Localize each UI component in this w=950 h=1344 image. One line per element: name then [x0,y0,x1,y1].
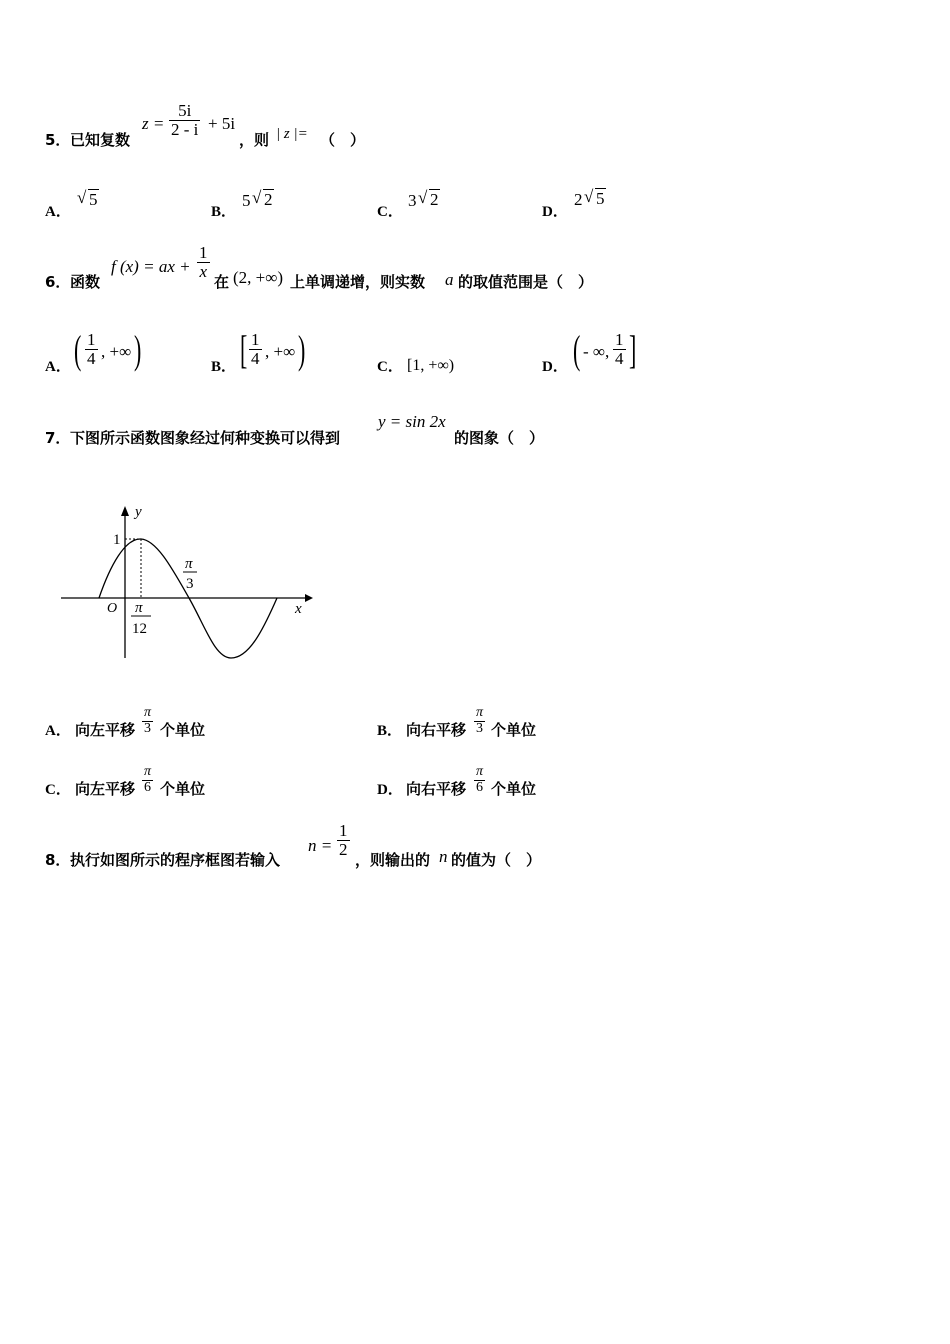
y-axis-arrow [121,506,129,516]
q7-option-b-den: 3 [474,721,485,737]
q5-option-b-rad: 2 [264,190,273,209]
left-paren: ( [572,327,581,372]
q7-option-c-frac [142,765,153,795]
q7-option-c-pre: 向左平移 [75,780,136,798]
q7-option-a-num: π [144,705,152,720]
q5-option-d-coef: 2 [574,190,583,209]
q5-option-d-label: D． [542,204,568,220]
sqrt-symbol: √ [77,188,87,207]
q6-option-c-label: C． [377,359,403,375]
q6-frac-num: 1 [199,243,208,262]
q6-text: 函数 [70,273,101,291]
q6-text-after: 上单调递增，则实数 [290,273,426,291]
q7-option-c-num: π [144,764,152,779]
q5-text: 已知复数 [70,131,131,149]
q5-number: 5． [45,131,71,149]
q8-text-after: ，则输出的 [355,851,431,869]
q6-option-c-text: [1, +∞) [407,357,455,374]
q6-option-d-head: - ∞, [583,342,610,361]
sine-graph [55,500,325,670]
x-label: x [295,601,302,617]
q6-option-a-num: 1 [87,330,96,349]
q6-number: 6． [45,273,71,291]
q5-lhs: z = [142,114,165,133]
q7-option-d-pre: 向右平移 [406,780,467,798]
q6-option-d-label: D． [542,359,568,375]
q8-fraction [337,822,350,859]
q7-option-b-frac [474,706,485,736]
q6-option-a-frac [85,331,98,368]
pi3-den: 3 [186,576,194,592]
q8-expr: n = [308,836,333,855]
origin-label: O [107,601,118,616]
q8-number: 8． [45,851,71,869]
right-paren: ) [297,327,306,372]
q7-text-after: 的图象（ ） [454,429,545,447]
q6-fraction [197,244,210,281]
q5-text-after: ，则 [239,131,270,149]
q5-option-b-label: B． [211,204,237,220]
q6-option-d-num: 1 [615,330,624,349]
q8-text: 执行如图所示的程序框图若输入 [70,851,281,869]
q8-frac-num: 1 [339,821,348,840]
q5-abs: | z |= [276,126,308,142]
x-axis-arrow [305,594,313,602]
q7-option-a-frac [142,706,153,736]
q7-option-b-num: π [476,705,484,720]
one-label: 1 [113,532,121,548]
pi12-den: 12 [132,621,147,637]
q7-option-d-den: 6 [474,780,485,796]
q5-option-b-coef: 5 [242,191,251,210]
q7-option-c-label: C． [45,782,71,798]
q6-option-a-tail: , +∞ [101,342,132,361]
q6-option-b-label: B． [211,359,237,375]
y-label: y [135,504,142,520]
q6-option-b-frac [249,331,262,368]
q6-frac-den: x [197,262,210,281]
q6-option-b-tail: , +∞ [265,342,296,361]
q5-option-c-coef: 3 [408,191,417,210]
q6-text-mid: 在 [214,273,230,291]
q7-option-b-post: 个单位 [491,721,537,739]
q7-option-c-post: 个单位 [160,780,206,798]
q8-var: n [439,847,448,866]
q7-option-d-frac [474,765,485,795]
q5-option-c-rad: 2 [430,190,439,209]
q7-option-d-label: D． [377,782,403,798]
q5-paren: （ ） [320,131,366,149]
q5-frac-den: 2 - i [171,119,199,139]
q7-text: 下图所示函数图象经过何种变换可以得到 [70,429,341,447]
q5-option-a-rad: 5 [89,190,98,209]
right-bracket: ] [628,327,637,372]
q6-interval: (2, +∞) [233,268,284,287]
q7-expr: y = sin 2x [378,412,446,431]
q7-option-d-post: 个单位 [491,780,537,798]
q6-text-end: 的取值范围是（ ） [458,273,594,291]
q5-option-a-label: A． [45,204,71,220]
sqrt-symbol: √ [418,188,428,207]
right-paren: ) [133,327,142,372]
q7-option-a-pre: 向左平移 [75,721,136,739]
sqrt-symbol: √ [252,188,262,207]
q8-frac-den: 2 [339,839,348,859]
q7-option-a-den: 3 [142,721,153,737]
pi3-num: π [185,556,193,572]
q6-option-d-den: 4 [615,348,624,368]
left-bracket: [ [239,327,248,372]
q7-option-b-pre: 向右平移 [406,721,467,739]
q7-option-d-num: π [476,764,484,779]
q7-option-b-label: B． [377,723,403,739]
q6-option-a-label: A． [45,359,71,375]
q6-func: f (x) = ax + [111,257,191,276]
q6-option-d-frac [613,331,626,368]
sqrt-symbol: √ [584,187,594,206]
q7-option-a-post: 个单位 [160,721,206,739]
left-paren: ( [73,327,82,372]
q7-option-c-den: 6 [142,780,153,796]
q5-rhs: + 5i [208,114,236,133]
q5-option-d-rad: 5 [596,189,605,208]
q8-text-end: 的值为（ ） [451,851,542,869]
q6-option-a-den: 4 [87,348,96,368]
pi12-num: π [135,600,143,616]
q7-number: 7． [45,429,71,447]
q6-option-b-den: 4 [251,348,260,368]
q5-fraction [169,102,200,139]
q5-option-c-label: C． [377,204,403,220]
q6-var: a [445,270,454,289]
q6-option-b-num: 1 [251,330,260,349]
q5-frac-num: 5i [178,101,192,120]
q7-option-a-label: A． [45,723,71,739]
